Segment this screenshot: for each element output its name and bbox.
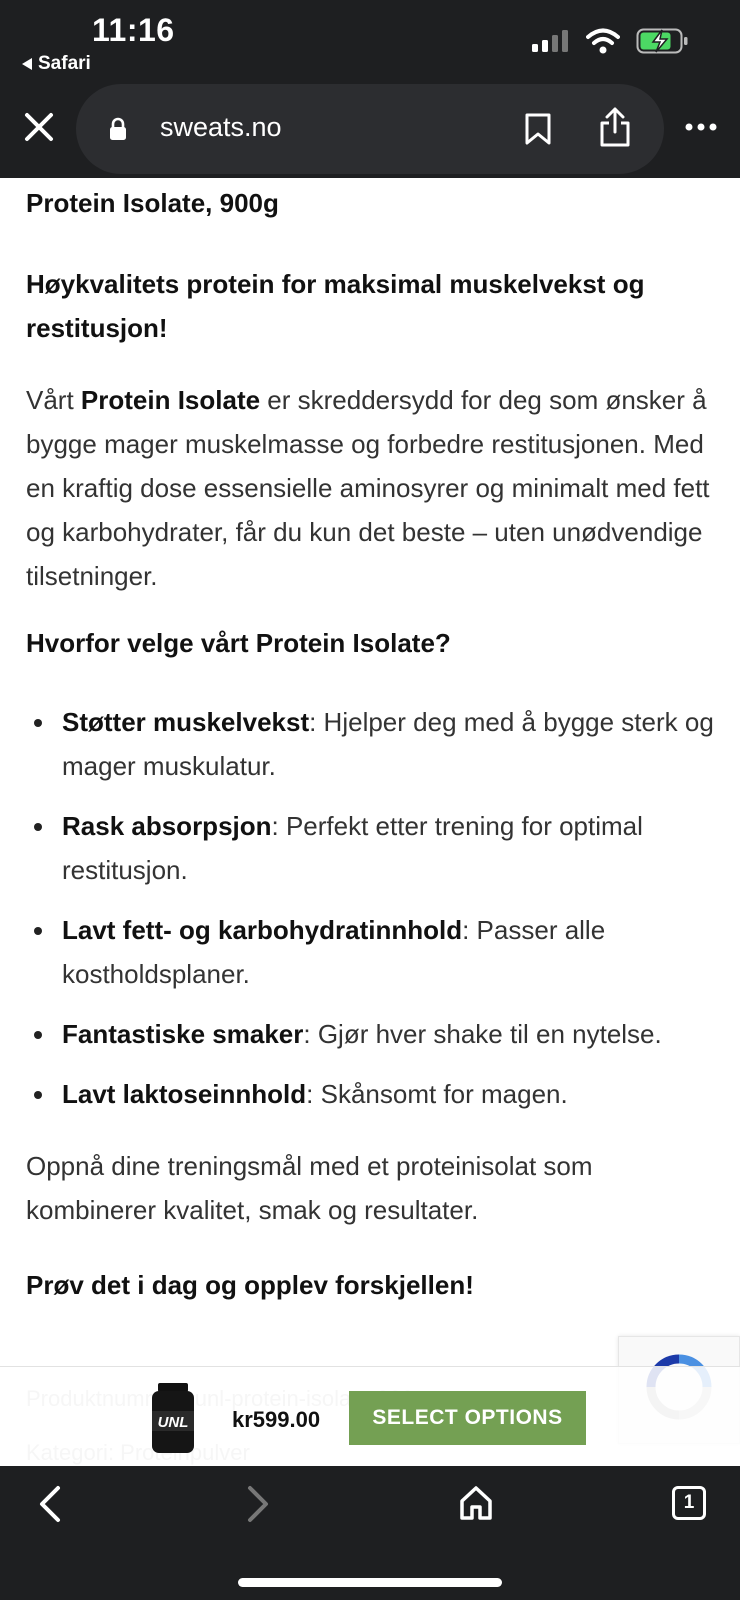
list-item xyxy=(26,804,716,892)
clock: 11:16 xyxy=(92,12,175,48)
back-to-app-button[interactable] xyxy=(22,53,91,75)
tabs-button[interactable]: 1 xyxy=(672,1486,706,1520)
outro-paragraph: Oppnå dine treningsmål med et proteinisolat som kombinerer kvalitet, smak og resultater. xyxy=(26,1151,593,1225)
product-title: Protein Isolate, 900g xyxy=(26,188,279,218)
cellular-signal-icon xyxy=(532,30,570,52)
product-brand-text: UNL xyxy=(157,1414,189,1431)
sticky-add-to-cart xyxy=(0,1366,740,1466)
lock-icon xyxy=(109,117,127,141)
list-item xyxy=(26,1012,716,1056)
back-chevron-icon[interactable] xyxy=(34,1484,64,1524)
feature-text: : Skånsomt for magen. xyxy=(306,1079,568,1109)
feature-name: Støtter muskelvekst xyxy=(62,707,310,737)
feature-name: Fantastiske smaker xyxy=(62,1019,304,1049)
intro-bold: Protein Isolate xyxy=(80,385,261,415)
bookmark-icon[interactable] xyxy=(524,112,552,146)
intro-before: Vårt xyxy=(26,385,81,415)
status-icons xyxy=(532,28,690,54)
feature-text: : Passer alle kostholdsplaner. xyxy=(62,915,606,989)
list-item xyxy=(26,908,716,996)
forward-chevron-icon[interactable] xyxy=(244,1484,274,1524)
list-item xyxy=(26,700,716,788)
wifi-icon xyxy=(586,28,620,54)
feature-text: : Hjelper deg med å bygge sterk og mager muskulatur. xyxy=(62,707,714,781)
url-text: sweats.no xyxy=(160,112,282,142)
cta-heading: Prøv det i dag og opplev forskjellen! xyxy=(26,1270,474,1300)
why-heading: Hvorfor velge vårt Protein Isolate? xyxy=(26,628,451,658)
home-indicator xyxy=(238,1578,502,1587)
back-triangle-icon xyxy=(22,58,32,70)
status-bar xyxy=(0,0,740,84)
more-options-icon[interactable] xyxy=(684,122,718,132)
back-app-label: Safari xyxy=(38,53,91,74)
browser-bottom-bar xyxy=(0,1466,740,1600)
close-icon[interactable] xyxy=(22,110,56,144)
list-item xyxy=(26,1072,716,1116)
feature-text: : Gjør hver shake til en nytelse. xyxy=(303,1019,662,1049)
feature-name: Rask absorpsjon xyxy=(62,811,272,841)
feature-list xyxy=(26,700,716,1116)
home-icon[interactable] xyxy=(458,1484,494,1522)
select-options-button[interactable]: SELECT OPTIONS xyxy=(349,1391,586,1445)
product-price: kr599.00 xyxy=(232,1407,321,1432)
address-bar[interactable] xyxy=(76,84,664,174)
product-thumbnail[interactable] xyxy=(136,1381,210,1455)
intro-after: er skreddersydd for deg som ønsker å bygge mager muskelmasse og forbedre restitusjonen. Med en kraftig dose essensielle aminosyrer og minimalt med fett og karbohydrater, får du kun det beste – uten unødvendige tilsetninger. xyxy=(26,385,710,591)
feature-text: : Perfekt etter trening for optimal restitusjon. xyxy=(62,811,643,885)
product-headline: Høykvalitets protein for maksimal muskelvekst og restitusjon! xyxy=(26,269,645,343)
feature-name: Lavt laktoseinnhold xyxy=(62,1079,307,1109)
intro-paragraph xyxy=(26,378,716,598)
battery-charging-icon xyxy=(636,28,690,54)
browser-toolbar xyxy=(0,84,740,178)
share-icon[interactable] xyxy=(598,106,632,148)
feature-name: Lavt fett- og karbohydratinnhold xyxy=(62,915,463,945)
